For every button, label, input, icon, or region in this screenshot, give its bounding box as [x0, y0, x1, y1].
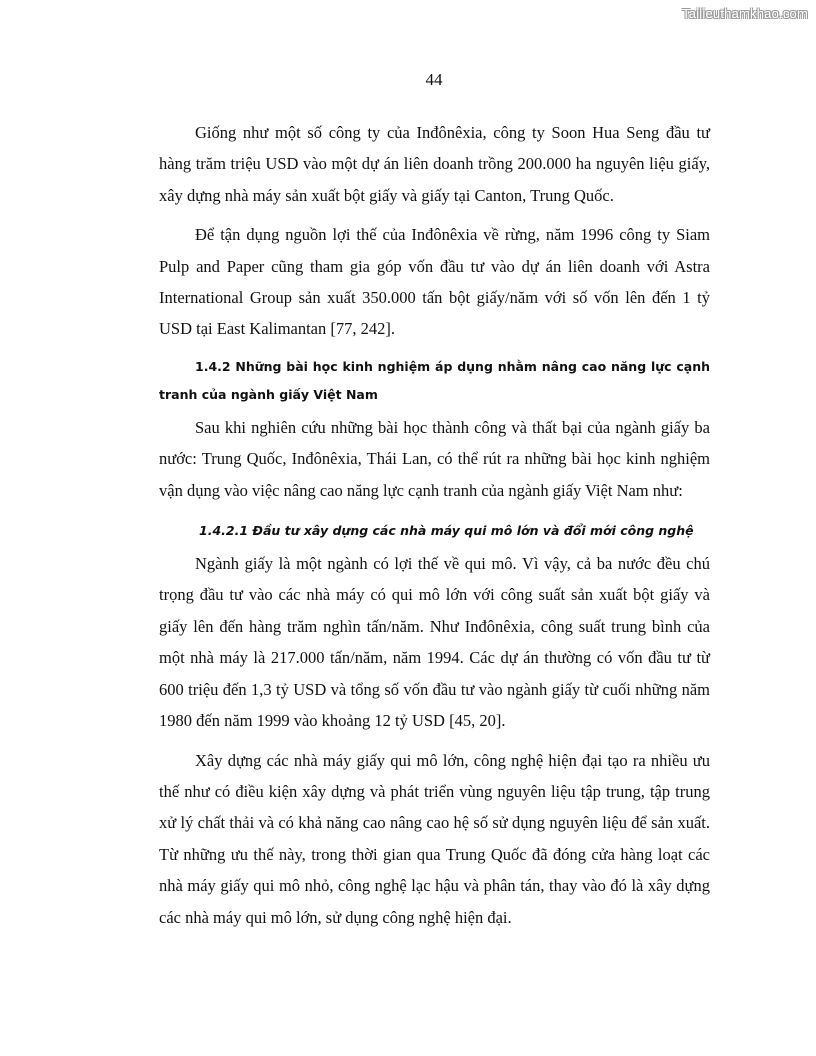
- page-number: 44: [425, 70, 443, 89]
- paragraph-soon-hua-seng: Giống như một số công ty của Inđônêxia, công ty Soon Hua Seng đầu tư hàng trăm triệu USD vào một dự án liên doanh trồng 200.000 ha nguyên liệu giấy, xây dựng nhà máy sản xuất bột giấy và giấy tại Canton, Trung Quốc.: [159, 123, 710, 205]
- section-heading-1-4-2: 1.4.2 Những bài học kinh nghiệm áp dụng nhằm nâng cao năng lực cạnh tranh của ngành giấy Việt Nam: [159, 358, 710, 402]
- paragraph-scale-advantage: Ngành giấy là một ngành có lợi thế về qui mô. Vì vậy, cả ba nước đều chú trọng đầu tư vào các nhà máy có qui mô lớn với công suất sản xuất bột giấy và giấy lên đến hàng trăm nghìn tấn/năm. Như Inđônêxia, công suất trung bình của một nhà máy là 217.000 tấn/năm, năm 1994. Các dự án thường có vốn đầu tư từ 600 triệu đến 1,3 tỷ USD và tổng số vốn đầu tư vào ngành giấy từ cuối những năm 1980 đến năm 1999 vào khoảng 12 tỷ USD [45, 20].: [159, 554, 710, 731]
- paragraph-lessons-intro: Sau khi nghiên cứu những bài học thành công và thất bại của ngành giấy ba nước: Trung Quốc, Inđônêxia, Thái Lan, có thể rút ra những bài học kinh nghiệm vận dụng vào việc nâng cao năng lực cạnh tranh của ngành giấy Việt Nam như:: [159, 417, 710, 500]
- paragraph-large-mills: Xây dựng các nhà máy giấy qui mô lớn, công nghệ hiện đại tạo ra nhiều ưu thế như có điều kiện xây dựng và phát triển vùng nguyên liệu tập trung, tập trung xử lý chất thải và có khả năng cao nâng cao hệ số sử dụng nguyên liệu để sản xuất. Từ những ưu thế này, trong thời gian qua Trung Quốc đã đóng cửa hàng loạt các nhà máy giấy qui mô nhỏ, công nghệ lạc hậu và phân tán, thay vào đó là xây dựng các nhà máy qui mô lớn, sử dụng công nghệ hiện đại.: [159, 750, 710, 927]
- watermark: Tailieuthamkhao.com: [682, 6, 808, 21]
- document-body: [159, 117, 710, 933]
- subsection-heading-1-4-2-1: 1.4.2.1 Đầu tư xây dựng các nhà máy qui mô lớn và đổi mới công nghệ: [199, 523, 694, 539]
- paragraph-siam-pulp: Để tận dụng nguồn lợi thế của Inđônêxia về rừng, năm 1996 công ty Siam Pulp and Paper cũng tham gia góp vốn đầu tư vào dự án liên doanh với Astra International Group sản xuất 350.000 tấn bột giấy/năm với số vốn lên đến 1 tỷ USD tại East Kalimantan [77, 242].: [159, 225, 710, 339]
